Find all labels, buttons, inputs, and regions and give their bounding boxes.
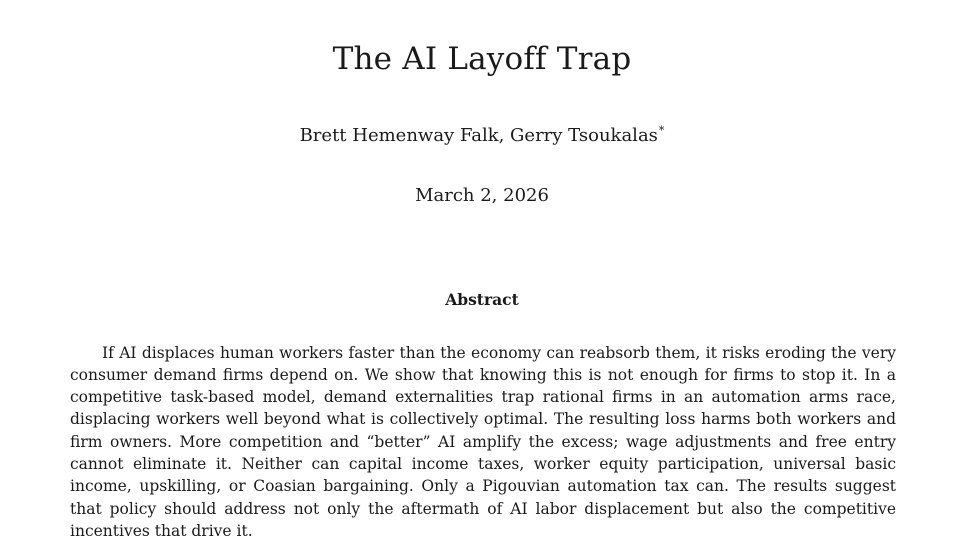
abstract-heading: Abstract (445, 290, 519, 309)
paper-date: March 2, 2026 (415, 185, 549, 206)
author-footnote-mark: * (658, 124, 665, 137)
abstract-text: If AI displaces human workers faster than the economy can reabsorb them, it risks eroding the very consumer demand firms depend on. We show that knowing this is not enough for firms to stop it. In a competitive task-based model, demand externalities trap rational firms in an automation arms race, displacing workers well beyond what is collectively optimal. The resulting loss harms both workers and firm owners. More competition and “better” AI amplify the excess; wage adjustments and free entry cannot eliminate it. Neither can capital income taxes, worker equity participation, universal basic income, upskilling, or Coasian bargaining. Only a Pigouvian automation tax can. The results suggest that policy should address not only the aftermath of AI labor displacement but also the competitive incentives that drive it. (70, 343, 896, 540)
author-line (0, 122, 964, 150)
author-names: Brett Hemenway Falk, Gerry Tsoukalas (299, 125, 658, 146)
paper-title: The AI Layoff Trap (332, 41, 632, 77)
